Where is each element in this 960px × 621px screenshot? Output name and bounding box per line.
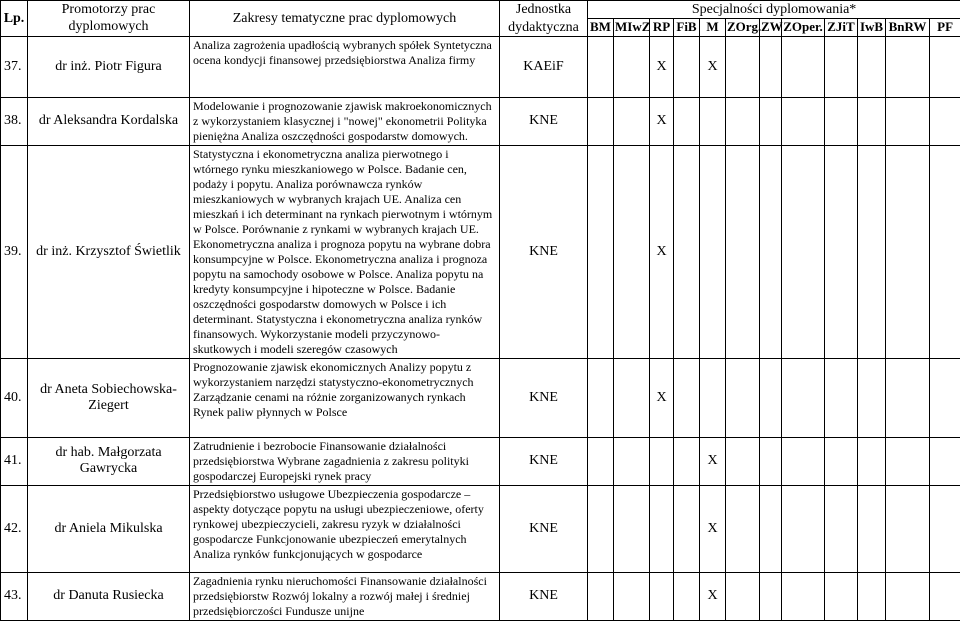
spec-mark bbox=[858, 97, 886, 145]
spec-mark bbox=[782, 485, 825, 572]
spec-mark bbox=[614, 97, 650, 145]
spec-mark bbox=[726, 437, 760, 485]
row-number: 41. bbox=[1, 437, 28, 485]
promotor-name: dr Danuta Rusiecka bbox=[28, 572, 190, 620]
header-topics: Zakresy tematyczne prac dyplomowych bbox=[190, 1, 500, 37]
spec-col-zoper: ZOper. bbox=[782, 19, 825, 37]
topics-cell: Przedsiębiorstwo usługowe Ubezpieczenia gospodarcze – aspekty dotyczące popytu na usługi ubezpieczeniowe, oferty rynkowej ubezpieczycieli, zakresu ryzyk w działalności gospodarcze Funkcjonowanie ubezpieczeń emerytalnych Analiza rynków funkcjonujących w gospodarce bbox=[190, 485, 500, 572]
spec-mark bbox=[614, 36, 650, 97]
spec-col-fib: FiB bbox=[674, 19, 700, 37]
spec-mark bbox=[782, 36, 825, 97]
spec-mark bbox=[858, 145, 886, 358]
header-promotor-line1: Promotorzy prac bbox=[30, 1, 187, 18]
spec-mark bbox=[760, 145, 782, 358]
spec-mark bbox=[650, 485, 674, 572]
row-number: 43. bbox=[1, 572, 28, 620]
spec-mark bbox=[726, 36, 760, 97]
header-spec-title: Specjalności dyplomowania* bbox=[588, 1, 960, 19]
spec-mark bbox=[825, 36, 858, 97]
spec-mark bbox=[674, 97, 700, 145]
table-row bbox=[1, 145, 960, 358]
unit-cell: KNE bbox=[500, 358, 588, 437]
promotor-name: dr inż. Piotr Figura bbox=[28, 36, 190, 97]
spec-mark bbox=[588, 485, 614, 572]
spec-col-zw: ZW bbox=[760, 19, 782, 37]
spec-mark bbox=[825, 97, 858, 145]
spec-mark bbox=[726, 97, 760, 145]
spec-col-zorg: ZOrg. bbox=[726, 19, 760, 37]
spec-mark bbox=[614, 485, 650, 572]
spec-mark bbox=[886, 97, 930, 145]
header-unit-line2: dydaktyczna bbox=[500, 19, 588, 37]
spec-mark bbox=[782, 97, 825, 145]
spec-mark: X bbox=[650, 97, 674, 145]
spec-mark bbox=[825, 437, 858, 485]
unit-cell: KNE bbox=[500, 572, 588, 620]
row-number: 42. bbox=[1, 485, 28, 572]
spec-col-iwb: IwB bbox=[858, 19, 886, 37]
spec-mark bbox=[825, 572, 858, 620]
spec-mark bbox=[674, 145, 700, 358]
spec-mark bbox=[760, 36, 782, 97]
spec-mark bbox=[858, 485, 886, 572]
table-row bbox=[1, 572, 960, 620]
spec-mark bbox=[782, 437, 825, 485]
spec-mark bbox=[674, 358, 700, 437]
spec-mark bbox=[614, 145, 650, 358]
header-lp: Lp. bbox=[1, 1, 28, 37]
spec-mark bbox=[674, 572, 700, 620]
spec-mark bbox=[760, 97, 782, 145]
promotor-name: dr inż. Krzysztof Świetlik bbox=[28, 145, 190, 358]
unit-cell: KNE bbox=[500, 437, 588, 485]
spec-mark bbox=[825, 485, 858, 572]
spec-mark bbox=[760, 485, 782, 572]
spec-mark bbox=[930, 485, 960, 572]
spec-col-m: M bbox=[700, 19, 726, 37]
spec-mark bbox=[886, 36, 930, 97]
spec-mark bbox=[700, 97, 726, 145]
unit-cell: KNE bbox=[500, 485, 588, 572]
spec-col-pf: PF bbox=[930, 19, 960, 37]
promotor-name: dr Aleksandra Kordalska bbox=[28, 97, 190, 145]
table-row bbox=[1, 97, 960, 145]
topics-cell: Prognozowanie zjawisk ekonomicznych Analizy popytu z wykorzystaniem narzędzi statystyczno-ekonometrycznych Zarządzanie cenami na różnie zorganizowanych rynkach Rynek paliw płynnych w Polsce bbox=[190, 358, 500, 437]
spec-mark bbox=[674, 485, 700, 572]
spec-mark bbox=[588, 97, 614, 145]
table-row bbox=[1, 485, 960, 572]
spec-mark: X bbox=[650, 145, 674, 358]
spec-mark bbox=[614, 358, 650, 437]
spec-mark bbox=[930, 572, 960, 620]
table-row bbox=[1, 437, 960, 485]
spec-mark: X bbox=[650, 36, 674, 97]
spec-mark: X bbox=[700, 485, 726, 572]
row-number: 39. bbox=[1, 145, 28, 358]
spec-mark bbox=[700, 358, 726, 437]
spec-mark bbox=[674, 437, 700, 485]
topics-cell: Statystyczna i ekonometryczna analiza pierwotnego i wtórnego rynku mieszkaniowego w Polsce. Badanie cen, podaży i popytu. Analiza porównawcza rynków mieszkaniowych w wybranych krajach UE. Analiza cen mieszkań i ich determinant na rynkach pierwotnym i wtórnym w Polsce. Porównanie z rynkami w wybranych krajach UE. Ekonometryczna analiza i prognoza popytu na wybrane dobra konsumpcyjne w Polsce. Ekonometryczna analiza i prognoza popytu na samochody osobowe w Polsce. Analiza popytu na kredyty konsumpcyjne i hipoteczne w Polsce. Badanie oszczędności gospodarstw domowych w Polsce i ich determinant. Statystyczna i ekonometryczna analiza rynków finansowych. Wykorzystanie modeli przyczynowo-skutkowych i modeli szeregów czasowych bbox=[190, 145, 500, 358]
spec-mark bbox=[930, 97, 960, 145]
spec-mark bbox=[588, 145, 614, 358]
spec-mark bbox=[588, 572, 614, 620]
spec-col-rp: RP bbox=[650, 19, 674, 37]
spec-mark bbox=[726, 145, 760, 358]
header-promotor bbox=[28, 1, 190, 37]
spec-col-bm: BM bbox=[588, 19, 614, 37]
spec-mark bbox=[930, 358, 960, 437]
topics-cell: Zagadnienia rynku nieruchomości Finansowanie działalności przedsiębiorstw Rozwój lokalny a rozwój małej i średniej przedsiębiorczości Fundusze unijne bbox=[190, 572, 500, 620]
spec-mark bbox=[825, 358, 858, 437]
spec-mark bbox=[650, 437, 674, 485]
spec-mark bbox=[614, 572, 650, 620]
spec-mark bbox=[858, 572, 886, 620]
spec-mark bbox=[782, 358, 825, 437]
spec-mark bbox=[886, 145, 930, 358]
row-number: 40. bbox=[1, 358, 28, 437]
spec-mark bbox=[825, 145, 858, 358]
spec-mark bbox=[588, 36, 614, 97]
topics-cell: Zatrudnienie i bezrobocie Finansowanie działalności przedsiębiorstwa Wybrane zagadnienia z zakresu polityki gospodarczej Europejski rynek pracy bbox=[190, 437, 500, 485]
spec-mark bbox=[726, 358, 760, 437]
spec-mark bbox=[700, 145, 726, 358]
spec-mark bbox=[858, 36, 886, 97]
spec-mark: X bbox=[650, 358, 674, 437]
spec-mark: X bbox=[700, 572, 726, 620]
table-row bbox=[1, 36, 960, 97]
spec-col-miwz: MIwZ bbox=[614, 19, 650, 37]
spec-mark: X bbox=[700, 36, 726, 97]
spec-mark bbox=[614, 437, 650, 485]
spec-col-zjit: ZJiT bbox=[825, 19, 858, 37]
spec-mark: X bbox=[700, 437, 726, 485]
spec-mark bbox=[886, 358, 930, 437]
spec-mark bbox=[674, 36, 700, 97]
spec-mark bbox=[726, 485, 760, 572]
spec-mark bbox=[886, 572, 930, 620]
unit-cell: KNE bbox=[500, 145, 588, 358]
spec-mark bbox=[782, 145, 825, 358]
topics-cell: Modelowanie i prognozowanie zjawisk makroekonomicznych z wykorzystaniem klasycznej i "nowej" ekonometrii Polityka pieniężna Analiza oszczędności gospodarstw domowych. bbox=[190, 97, 500, 145]
spec-mark bbox=[886, 485, 930, 572]
spec-mark bbox=[588, 358, 614, 437]
topics-cell: Analiza zagrożenia upadłością wybranych spółek Syntetyczna ocena kondycji finansowej przedsiębiorstwa Analiza firmy bbox=[190, 36, 500, 97]
header-promotor-line2: dyplomowych bbox=[30, 18, 187, 35]
row-number: 38. bbox=[1, 97, 28, 145]
row-number: 37. bbox=[1, 36, 28, 97]
spec-mark bbox=[726, 572, 760, 620]
spec-mark bbox=[930, 145, 960, 358]
spec-mark bbox=[588, 437, 614, 485]
unit-cell: KNE bbox=[500, 97, 588, 145]
spec-mark bbox=[650, 572, 674, 620]
promotor-name: dr Aneta Sobiechowska-Ziegert bbox=[28, 358, 190, 437]
header-unit-line1: Jednostka bbox=[500, 1, 588, 19]
spec-mark bbox=[760, 358, 782, 437]
promotor-name: dr Aniela Mikulska bbox=[28, 485, 190, 572]
spec-mark bbox=[760, 437, 782, 485]
spec-mark bbox=[760, 572, 782, 620]
spec-mark bbox=[930, 437, 960, 485]
spec-mark bbox=[858, 358, 886, 437]
unit-cell: KAEiF bbox=[500, 36, 588, 97]
spec-mark bbox=[930, 36, 960, 97]
table-row bbox=[1, 358, 960, 437]
spec-mark bbox=[782, 572, 825, 620]
spec-mark bbox=[886, 437, 930, 485]
spec-mark bbox=[858, 437, 886, 485]
promotor-name: dr hab. Małgorzata Gawrycka bbox=[28, 437, 190, 485]
spec-col-bnrw: BnRW bbox=[886, 19, 930, 37]
